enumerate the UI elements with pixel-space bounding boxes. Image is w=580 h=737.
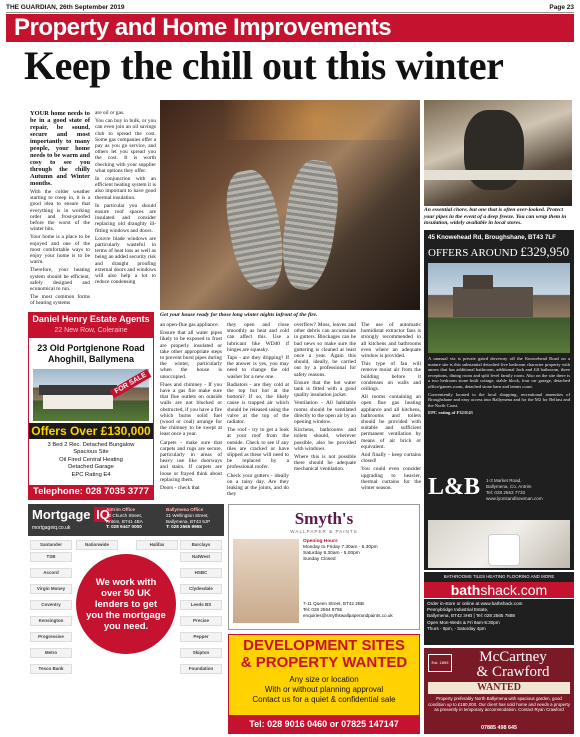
- dhe-company: Daniel Henry Estate Agents: [32, 314, 150, 324]
- smyths-tagline: WALLPAPER & PAINTS: [290, 529, 358, 534]
- mcc-telephone[interactable]: 07885 498 645: [481, 725, 517, 731]
- mcc-logo: McCartney & Crawford: [476, 649, 550, 680]
- mortgage-header: [28, 504, 224, 536]
- property-price: £329,950: [520, 244, 570, 259]
- main-photo-caption: Get your house ready for those long winter nights infront of the fire.: [160, 312, 318, 318]
- dhe-address: 23 Old Portglenone Road Ahoghill, Ballymena: [37, 343, 145, 364]
- antrim-office: Antrim Office 12 Church Street, Antrim, BT41 4BA T: 028 9447 0000: [106, 507, 143, 530]
- lender-logo: Leeds BS: [180, 600, 222, 610]
- lender-logo: Precise: [180, 616, 222, 626]
- mccartney-crawford-ad: [424, 648, 574, 734]
- lender-logo: Pepper: [180, 632, 222, 642]
- bathshack-logo: bathshack.com: [424, 582, 574, 598]
- property-offers: [428, 244, 572, 260]
- mcc-text: Property preferably North Ballymena with spacious garden, good condition up to £180,000. Our client has sold home and needs a property as presently in temporary accommodation. Contact Ryan Crawford: [428, 696, 570, 713]
- smyths-email[interactable]: enquiries@smythswallpaperandpaints.co.uk: [303, 613, 393, 618]
- dev-telephone[interactable]: Tel: 028 9016 0460 or 07825 147147: [229, 715, 419, 733]
- lender-logo: Metro: [30, 648, 72, 658]
- lender-logo: Skipton: [180, 648, 222, 658]
- bathshack-categories: BATHROOMS TILES HEATING FLOORING AND MORE: [424, 572, 574, 582]
- mortgage-logo: Mortgage IQ: [32, 507, 110, 522]
- pipe-insulation-photo: [424, 100, 572, 206]
- lender-logo: Kensington: [30, 616, 72, 626]
- lender-logo: Santander: [30, 540, 72, 550]
- lender-logo: HSBC: [180, 568, 222, 578]
- article-column-5: overflow? Moss, leaves and other debris can accumulate in gutters. Blockages can be bad news so make sure the guttering is cleaned at least once a year. Again this should, ideally, be carried out by a professional for safety reasons. Ensure that the hot water tank is fitted with a good quality insulation jacket. Ventilation - All habitable rooms should be ventilated directly to the open air by an opening window. Kitchens, bathrooms and toilets should, wherever possible, also be provided with windows. Where this is not possible there should be adequate mechanical ventilation.: [294, 322, 356, 473]
- lender-logo: TSB: [30, 552, 72, 562]
- page-header: [6, 2, 574, 13]
- lender-logo: NatWest: [180, 552, 222, 562]
- page-number: Page 23: [549, 3, 574, 11]
- pipe-photo-caption: An essential chore, but one that is often over-looked. Protect your pipes in the event of a deep freeze. You can wrap them in insulation, widely available in local stores.: [424, 207, 567, 226]
- lender-logos: [28, 538, 224, 734]
- for-sale-sign: FOR SALE: [110, 369, 152, 398]
- publication-date: THE GUARDIAN, 26th September 2019: [6, 3, 125, 11]
- article-paragraph: Louvre blade windows are particularly wasteful in terms of heat loss as well as being an added security risk and draught proofing external doors and windows will also help a lot to reduce condensing: [95, 235, 156, 286]
- mcc-est: Est. 1895: [428, 654, 452, 672]
- section-title: Property and Home Improvements: [6, 14, 574, 42]
- lb-logo: L&B: [428, 474, 481, 500]
- dhe-office: 22 New Row, Coleraine: [54, 327, 128, 334]
- article-column-3: an open-flue gas appliance. Ensure that all water pipes likely to be exposed to frost are properly insulated or take other appropriate steps to prevent burst pipes during the winter, particularly when the house is unoccupied. Flues and chimney - If you have a gas fire make sure that flue outlets on outside walls are not blocked or obstructed, if you have a fire which burns solid fuel (wood or coal) arrange for the chimney to be swept at least once a year. Carpets - make sure that carpets and rugs are secure, particularly in areas of heavy use like doorways and stairs. If carpets are loose or frayed think about replacing them. Doors - check that: [160, 322, 222, 492]
- article-paragraph: The most common forms of heating systems: [30, 294, 90, 307]
- dev-title: DEVELOPMENT SITES & PROPERTY WANTED: [240, 637, 408, 671]
- smyths-ad: [228, 504, 420, 630]
- lender-logo: Coventry: [30, 600, 72, 610]
- knowehead-property-ad: [424, 230, 574, 570]
- lender-logo: Nationwide: [76, 540, 118, 550]
- article-headline: Keep the chill out this winter: [24, 43, 504, 88]
- article-column-2: [95, 110, 156, 310]
- offers-label: OFFERS AROUND: [428, 247, 518, 259]
- article-lead: YOUR home needs to be in a good state of repair, be sound, secure and most importantly to many people, your home needs to be warm and cosy to see you through the chilly Autumn and Winter months.: [30, 110, 90, 187]
- mcc-wanted: WANTED: [428, 682, 570, 694]
- smyths-hours: Opening Hours Monday to Friday 7.30am - 5.30pm Saturday 8.30am - 5.00pm Sunday Closed: [303, 539, 378, 562]
- smyths-logo: Smyth's: [294, 509, 354, 528]
- bathshack-order[interactable]: Order in-store or online at www.bathshack.com: [427, 601, 523, 606]
- lb-contact: 1-3 Market Road, Ballymena, Co. Antrim Tel: 028 2563 7733 www.lyonsandbowman.com: [486, 478, 572, 502]
- dhe-banner: [29, 313, 153, 338]
- paint-photo: [233, 539, 299, 623]
- article-paragraph: In particular you should ensure roof spaces are insulated and consider replacing old draughty ill-fitting windows and doors.: [95, 202, 156, 234]
- property-photo: [428, 263, 570, 353]
- cosy-socks-photo: [160, 100, 420, 310]
- ballymena-office: Ballymena Office 21 Wellington Street, Ballymena, BT43 6JP T: 028 2565 9955: [166, 507, 211, 530]
- daniel-henry-ad: [28, 312, 154, 500]
- article-paragraph: You can buy in bulk, or you can even join an oil savings club to spread the cost. Some gas companies offer a pay as you go service, and others let you spread you the cost. It is worth checking with your supplier what options they offer.: [95, 118, 156, 174]
- lender-logo: Foundation: [180, 664, 222, 674]
- article-column-1: [30, 110, 90, 310]
- lender-logo: Virgin Money: [30, 584, 72, 594]
- bathshack-details: Order in-store or online at www.bathshack.com Pennybridge Industrial Estate, Ballymena, BT42 3HB | Tel: 028 2565 7888 Open Mon-Weds & Fri 9am-5:30pm Thurs - 9pm, - Saturday 4pm: [424, 599, 574, 645]
- lender-logo: Barclays: [180, 540, 222, 550]
- article-paragraph: are oil or gas.: [95, 110, 125, 116]
- article-column-6: The use of automatic humidistat extractor fans is strongly recommended in all kitchens and bathrooms even where an adequate window is provided. This type of fan will remove moist air from the building before it condenses on walls and ceilings. All rooms containing an open flue gas heating appliance and all kitchens, bathrooms and toilets should be provided with suitable and sufficient permanent ventilation by means of air brick or equivalent. And finally - keep curtains closed! You could even consider upgrading to heavier, thermal curtains for the winter season.: [361, 322, 421, 492]
- development-sites-ad: [228, 634, 420, 734]
- lender-logo: Accord: [30, 568, 72, 578]
- bathroom-photo: [428, 520, 570, 568]
- dhe-telephone[interactable]: Telephone: 028 7035 3777: [29, 485, 153, 499]
- lender-logo: Progressive: [30, 632, 72, 642]
- lender-logo: Tesco Bank: [30, 664, 72, 674]
- smyths-contact: 7-11 Queen Street, BT42 2BB Tel: 028 2564 8755 enquiries@smythswallpaperandpaints.co.uk: [303, 601, 417, 619]
- lenders-circle: We work with over 50 UK lenders to get you the mortgage you need.: [76, 554, 176, 654]
- dhe-offers: Offers Over £130,000: [29, 423, 153, 439]
- article-paragraph: With the colder weather starting to creep in, it is a good idea to ensure that everything is in working order and frost-proofed before the worst of the winter hits.: [30, 189, 90, 233]
- lender-logo: Clydesdale: [180, 584, 222, 594]
- article-paragraph: Your home is a place to be enjoyed and one of the most comfortable ways to enjoy your home is to be warm.: [30, 234, 90, 266]
- dev-details: Any size or location With or without planning approval Contact us for a quiet & confidential sale: [252, 675, 396, 704]
- article-paragraph: Therefore, your heating system should be efficient, safely designed and economical to run.: [30, 267, 90, 293]
- mortgage-iq-ad: [28, 504, 224, 734]
- mortgage-website[interactable]: mortgageiq.co.uk: [32, 525, 71, 531]
- bathshack-ad: [424, 572, 574, 646]
- article-column-4: they open and close smoothly as heat and cold can affect this. Use a lubricant like WD40 if hinges are squeaky. Taps - are they dripping? If the answer is yes, you may need to change the old washer for a new one. Radiators - are they cold at the top but hot at the bottom? If so, the likely cause is trapped air which should be released using the valve at the top of the radiator. The roof - try to get a look at your roof from the outside. Check to see if any tiles are cracked or have slipped as these will need to be replaced by a professional roofer. Check your gutters - ideally on a rainy day. Are they leaking at the joints, and do they: [227, 322, 289, 498]
- property-address: 45 Knowehead Rd, Broughshane, BT43 7LF: [428, 234, 556, 241]
- property-description: A unusual via is private gated driveway off the Knowehead Road on a mature site is this substantial detached five bedroom character property with annex that has additional bathroom, additional Jack and Jill bathroom, three receptions, dining room and split level family room. Also on the site there is a two bedroom stone built cottage, stable block, four car garage, detached office/games room, detached stone barn and tennis court. Conveniently located to the local shopping, recreational amenities of Broughshane and easy access into Ballymena and for the M2 for Belfast and the North Coast. EPC rating of F32/E43: [428, 356, 570, 416]
- lender-logo: Halifax: [136, 540, 178, 550]
- dhe-features: 3 Bed 2 Rec. Detached Bungalow Spacious Site Oil Fired Central Heating Detached Garage EPC Rating E4: [47, 442, 135, 478]
- lb-website[interactable]: www.lyonsandbowman.com: [486, 496, 543, 501]
- article-paragraph: In conjunction with an efficient heating system it is also important to have good thermal insulation.: [95, 176, 156, 201]
